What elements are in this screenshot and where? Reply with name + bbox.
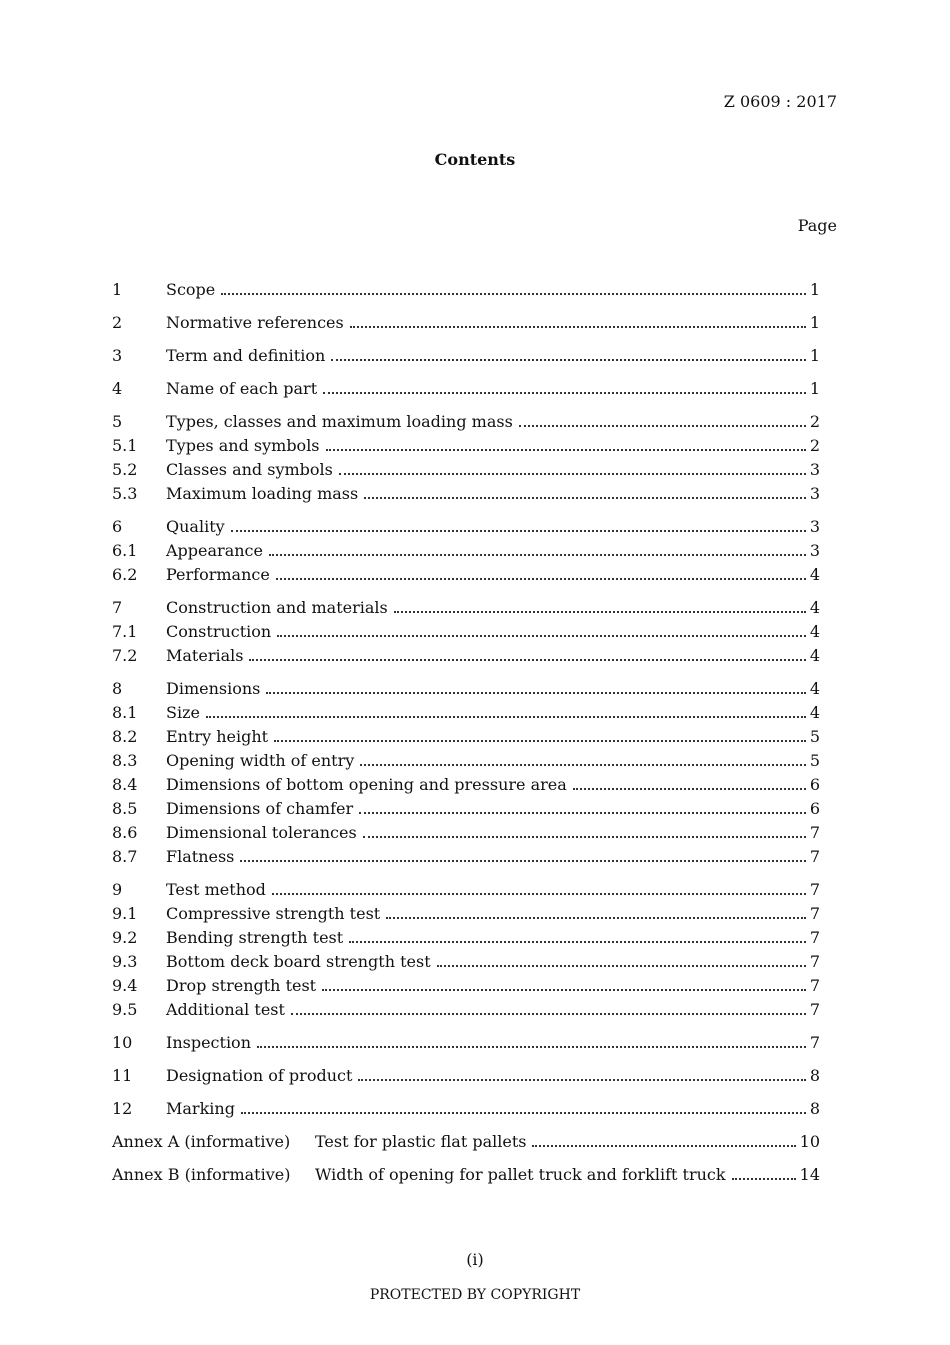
dot-leader (276, 577, 806, 580)
dot-leader (326, 448, 806, 451)
toc-group (112, 880, 820, 1024)
toc-entry-number: 8.1 (112, 703, 138, 722)
toc-entry-title[interactable]: Normative references (166, 313, 344, 332)
toc-entry-title[interactable]: Flatness (166, 847, 235, 866)
toc-entry-number: 8.3 (112, 751, 138, 770)
toc-entry[interactable] (112, 280, 820, 304)
toc-entry[interactable] (112, 517, 820, 541)
toc-entry[interactable] (112, 703, 820, 727)
toc-entry-title[interactable]: Dimensional tolerances (166, 823, 357, 842)
toc-entry[interactable] (112, 751, 820, 775)
toc-group (112, 346, 820, 370)
toc-annex-group (112, 1165, 820, 1189)
toc-entry-page: 7 (809, 823, 820, 842)
toc-entry-number: 2 (112, 313, 123, 332)
toc-entry-title[interactable]: Construction and materials (166, 598, 388, 617)
toc-entry[interactable] (112, 952, 820, 976)
dot-leader (360, 763, 806, 766)
toc-entry-number: 8.7 (112, 847, 138, 866)
toc-entry-number: 9.3 (112, 952, 138, 971)
toc-entry[interactable] (112, 799, 820, 823)
dot-leader (350, 325, 806, 328)
toc-entry-page: 1 (809, 379, 820, 398)
toc-entry-title[interactable]: Appearance (166, 541, 263, 560)
toc-entry-title[interactable]: Scope (166, 280, 216, 299)
toc-entry-number: 7 (112, 598, 123, 617)
toc-group (112, 412, 820, 508)
toc-group (112, 1033, 820, 1057)
annex-label: Annex B (informative) (112, 1165, 291, 1184)
toc-entry-page: 4 (809, 598, 820, 617)
toc-entry-page: 1 (809, 346, 820, 365)
toc-entry-title[interactable]: Performance (166, 565, 270, 584)
dot-leader (323, 391, 806, 394)
dot-leader (241, 1111, 806, 1114)
toc-entry-page: 7 (809, 976, 820, 995)
toc-entry-number: 1 (112, 280, 123, 299)
dot-leader (532, 1144, 795, 1147)
toc-group (112, 313, 820, 337)
toc-entry-number: 9 (112, 880, 123, 899)
toc-entry[interactable] (112, 313, 820, 337)
toc-entry-number: 7.2 (112, 646, 138, 665)
toc-entry-page: 4 (809, 565, 820, 584)
toc-entry[interactable] (112, 622, 820, 646)
toc-entry-title[interactable]: Drop strength test (166, 976, 317, 995)
toc-group (112, 598, 820, 670)
annex-page: 10 (799, 1132, 820, 1151)
toc-entry-title[interactable]: Dimensions (166, 679, 261, 698)
annex-title[interactable]: Test for plastic flat pallets (315, 1132, 527, 1151)
table-of-contents (112, 280, 820, 1198)
toc-entry[interactable] (112, 598, 820, 622)
toc-entry[interactable] (112, 541, 820, 565)
toc-entry-title[interactable]: Entry height (166, 727, 269, 746)
page-title: Contents (434, 150, 516, 169)
toc-entry-number: 8 (112, 679, 123, 698)
toc-entry[interactable] (112, 346, 820, 370)
toc-entry[interactable] (112, 565, 820, 589)
toc-group (112, 280, 820, 304)
toc-entry[interactable] (112, 679, 820, 703)
dot-leader (257, 1045, 806, 1048)
toc-entry-number: 8.2 (112, 727, 138, 746)
toc-entry-title[interactable]: Types and symbols (166, 436, 320, 455)
toc-entry-number: 9.1 (112, 904, 138, 923)
toc-entry[interactable] (112, 1033, 820, 1057)
dot-leader (269, 553, 806, 556)
dot-leader (358, 1078, 805, 1081)
toc-entry-title[interactable]: Bending strength test (166, 928, 344, 947)
toc-entry-number: 5.2 (112, 460, 138, 479)
toc-entry-number: 9.5 (112, 1000, 138, 1019)
toc-entry-page: 3 (809, 460, 820, 479)
toc-entry[interactable] (112, 823, 820, 847)
toc-entry-page: 6 (809, 775, 820, 794)
toc-entry-number: 5.3 (112, 484, 138, 503)
toc-entry-page: 2 (809, 412, 820, 431)
toc-entry-title[interactable]: Maximum loading mass (166, 484, 359, 503)
dot-leader (394, 610, 806, 613)
toc-group (112, 679, 820, 871)
dot-leader (437, 964, 806, 967)
toc-entry[interactable] (112, 880, 820, 904)
toc-entry-number: 8.4 (112, 775, 138, 794)
toc-entry-page: 7 (809, 952, 820, 971)
toc-entry-page: 7 (809, 1033, 820, 1052)
toc-annex-group (112, 1132, 820, 1156)
annex-label: Annex A (informative) (112, 1132, 291, 1151)
dot-leader (732, 1177, 796, 1180)
toc-entry-title[interactable]: Dimensions of chamfer (166, 799, 354, 818)
dot-leader (331, 358, 806, 361)
toc-entry-title[interactable]: Name of each part (166, 379, 318, 398)
dot-leader (221, 292, 806, 295)
toc-entry[interactable] (112, 1066, 820, 1090)
dot-leader (291, 1012, 806, 1015)
dot-leader (339, 472, 806, 475)
toc-entry-page: 7 (809, 928, 820, 947)
toc-entry-page: 8 (809, 1099, 820, 1118)
toc-entry[interactable] (112, 775, 820, 799)
toc-entry-number: 9.2 (112, 928, 138, 947)
dot-leader (519, 424, 806, 427)
toc-entry-number: 8.6 (112, 823, 138, 842)
toc-entry[interactable] (112, 1000, 820, 1024)
toc-entry-title[interactable]: Term and definition (166, 346, 326, 365)
dot-leader (349, 940, 806, 943)
toc-entry-title[interactable]: Compressive strength test (166, 904, 381, 923)
toc-entry[interactable] (112, 928, 820, 952)
dot-leader (364, 496, 806, 499)
toc-entry-page: 4 (809, 646, 820, 665)
toc-entry-title[interactable]: Quality (166, 517, 225, 536)
toc-entry-title[interactable]: Dimensions of bottom opening and pressure area (166, 775, 567, 794)
document-code: Z 0609 : 2017 (723, 92, 837, 111)
dot-leader (231, 529, 806, 532)
page-column-label: Page (797, 216, 837, 235)
toc-annex-entry[interactable] (112, 1165, 820, 1189)
dot-leader (249, 658, 805, 661)
toc-entry-page: 7 (809, 847, 820, 866)
toc-entry-title[interactable]: Opening width of entry (166, 751, 355, 770)
toc-entry-number: 7.1 (112, 622, 138, 641)
toc-entry-title[interactable]: Marking (166, 1099, 235, 1118)
toc-entry-number: 5 (112, 412, 123, 431)
toc-entry-title[interactable]: Materials (166, 646, 244, 665)
toc-entry-page: 3 (809, 484, 820, 503)
dot-leader (386, 916, 806, 919)
annex-page: 14 (799, 1165, 820, 1184)
toc-entry-page: 7 (809, 880, 820, 899)
toc-entry-page: 4 (809, 622, 820, 641)
dot-leader (322, 988, 806, 991)
toc-entry-title[interactable]: Inspection (166, 1033, 251, 1052)
toc-entry[interactable] (112, 379, 820, 403)
toc-entry-page: 2 (809, 436, 820, 455)
dot-leader (240, 859, 805, 862)
dot-leader (206, 715, 806, 718)
toc-entry-number: 5.1 (112, 436, 138, 455)
toc-entry-title[interactable]: Size (166, 703, 200, 722)
toc-group (112, 517, 820, 589)
toc-entry[interactable] (112, 727, 820, 751)
toc-entry-title[interactable]: Construction (166, 622, 272, 641)
toc-entry[interactable] (112, 412, 820, 436)
dot-leader (359, 811, 806, 814)
toc-entry-number: 6.2 (112, 565, 138, 584)
toc-annex-entry[interactable] (112, 1132, 820, 1156)
dot-leader (266, 691, 805, 694)
toc-entry-page: 7 (809, 904, 820, 923)
toc-entry-page: 8 (809, 1066, 820, 1085)
toc-entry-page: 4 (809, 703, 820, 722)
toc-entry-page: 1 (809, 313, 820, 332)
toc-entry-page: 5 (809, 751, 820, 770)
toc-group (112, 1099, 820, 1123)
toc-entry-page: 7 (809, 1000, 820, 1019)
toc-entry[interactable] (112, 847, 820, 871)
annex-title[interactable]: Width of opening for pallet truck and forklift truck (315, 1165, 726, 1184)
toc-entry-page: 4 (809, 679, 820, 698)
toc-group (112, 379, 820, 403)
footer-page-number: (i) (466, 1250, 484, 1269)
toc-entry-page: 6 (809, 799, 820, 818)
toc-entry-number: 6.1 (112, 541, 138, 560)
toc-entry-number: 12 (112, 1099, 133, 1118)
dot-leader (573, 787, 806, 790)
toc-entry[interactable] (112, 904, 820, 928)
toc-entry[interactable] (112, 976, 820, 1000)
toc-entry-page: 3 (809, 541, 820, 560)
toc-entry-page: 3 (809, 517, 820, 536)
dot-leader (277, 634, 806, 637)
toc-entry-title[interactable]: Bottom deck board strength test (166, 952, 431, 971)
toc-entry[interactable] (112, 460, 820, 484)
toc-entry-page: 1 (809, 280, 820, 299)
toc-entry-number: 4 (112, 379, 123, 398)
dot-leader (274, 739, 806, 742)
toc-entry-page: 5 (809, 727, 820, 746)
toc-entry-title[interactable]: Types, classes and maximum loading mass (166, 412, 513, 431)
toc-entry-title[interactable]: Test method (166, 880, 266, 899)
dot-leader (363, 835, 806, 838)
toc-entry-title[interactable]: Classes and symbols (166, 460, 333, 479)
dot-leader (272, 892, 806, 895)
toc-entry-number: 3 (112, 346, 123, 365)
toc-entry-number: 11 (112, 1066, 133, 1085)
toc-entry[interactable] (112, 484, 820, 508)
toc-group (112, 1066, 820, 1090)
toc-entry-number: 8.5 (112, 799, 138, 818)
copyright-notice: PROTECTED BY COPYRIGHT (369, 1287, 581, 1303)
toc-entry[interactable] (112, 1099, 820, 1123)
toc-entry-title[interactable]: Additional test (166, 1000, 285, 1019)
toc-entry[interactable] (112, 646, 820, 670)
toc-entry-number: 6 (112, 517, 123, 536)
toc-entry[interactable] (112, 436, 820, 460)
toc-entry-number: 10 (112, 1033, 133, 1052)
toc-entry-title[interactable]: Designation of product (166, 1066, 353, 1085)
toc-entry-number: 9.4 (112, 976, 138, 995)
